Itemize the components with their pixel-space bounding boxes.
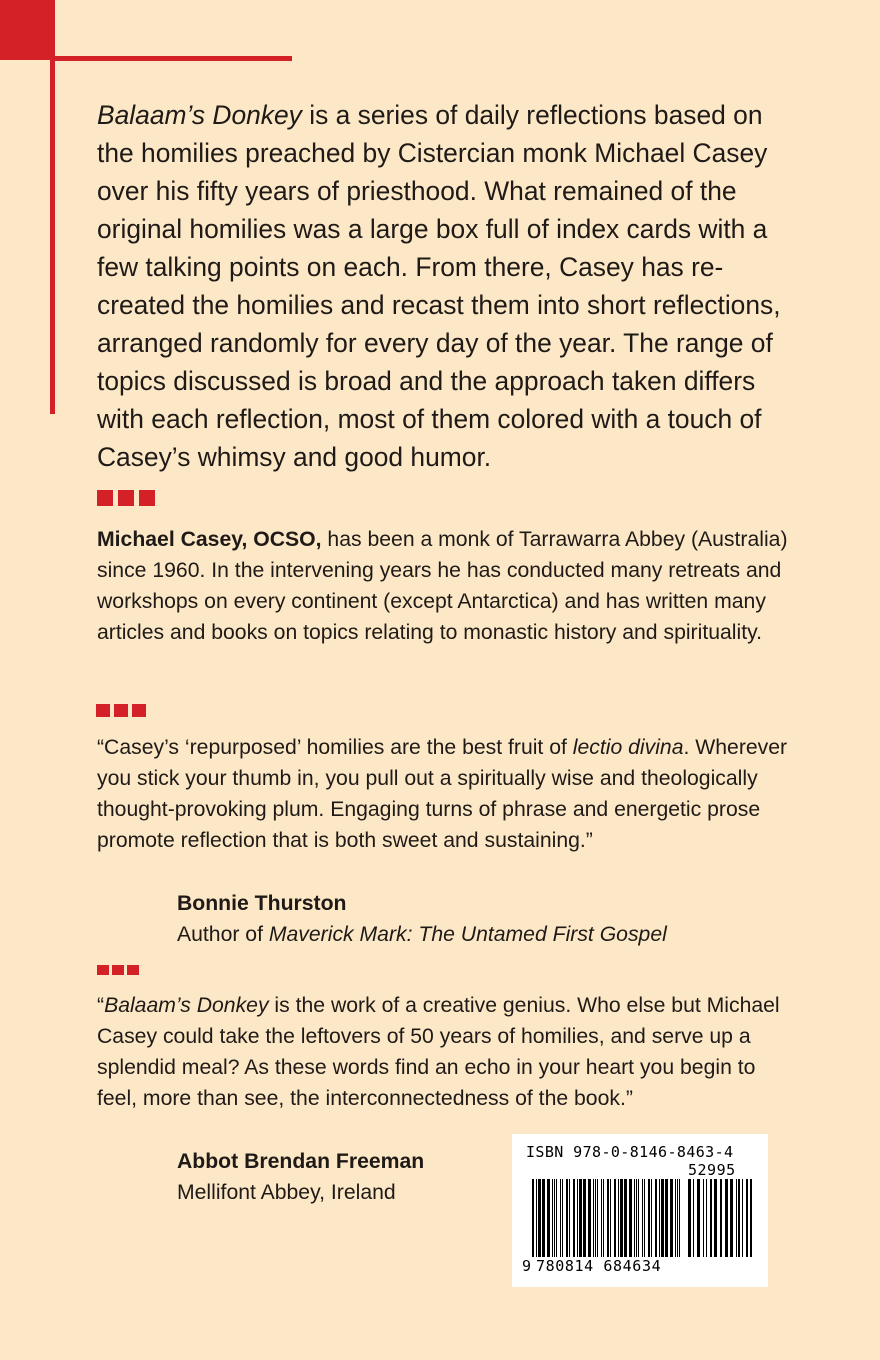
barcode-bar: [697, 1179, 700, 1257]
author-name: Michael Casey, OCSO,: [97, 528, 322, 551]
book-blurb: [97, 96, 797, 476]
blurb-title: Balaam’s Donkey: [97, 100, 302, 130]
barcode-bar: [579, 1179, 582, 1257]
divider-square: [96, 704, 110, 717]
barcode-bar: [538, 1179, 541, 1257]
barcode-bar: [730, 1179, 733, 1257]
barcode-bar: [620, 1179, 623, 1257]
barcode-bar: [618, 1179, 619, 1257]
endorsement-quote: [97, 732, 817, 856]
barcode-bar: [644, 1179, 645, 1257]
corner-red-square: [0, 0, 55, 60]
barcode-bars: [532, 1179, 682, 1259]
isbn-label: ISBN 978-0-8146-8463-4: [526, 1143, 734, 1161]
barcode-bar: [614, 1179, 616, 1257]
section-divider: [97, 490, 155, 506]
barcode-bar: [552, 1179, 553, 1257]
barcode-bar: [659, 1179, 660, 1257]
barcode-bar: [642, 1179, 643, 1257]
endorsement-quote: [97, 990, 787, 1114]
divider-square: [97, 490, 113, 506]
endorser-book-title: Maverick Mark: The Untamed First Gospel: [268, 923, 667, 946]
barcode-bar: [665, 1179, 668, 1257]
barcode-bar: [610, 1179, 611, 1257]
barcode-bar: [554, 1179, 555, 1257]
red-vertical-rule: [50, 60, 55, 414]
barcode-bar: [603, 1179, 604, 1257]
barcode-bar: [648, 1179, 650, 1257]
quote-text: is the work of a creative genius. Who else but Michael Casey could take the leftovers of 50 years of homilies, and serve up a splendid meal? As these words find an echo in your heart you begin to feel, more than see, the interconnectedness of the book.”: [97, 994, 780, 1110]
section-divider: [97, 965, 139, 975]
barcode-bar: [746, 1179, 748, 1257]
author-bio: [97, 524, 817, 648]
quote-open: “: [97, 994, 105, 1017]
barcode-bar: [569, 1179, 570, 1257]
barcode-bar: [593, 1179, 594, 1257]
barcode-bar: [577, 1179, 578, 1257]
isbn-barcode: [512, 1134, 768, 1287]
quote-italic: Balaam’s Donkey: [104, 994, 269, 1017]
blurb-text: is a series of daily reflections based on the homilies preached by Cistercian monk Michael Casey over his fifty years of priesthood. What remained of the original homilies was a large box full of index cards with a few talking points on each. From there, Casey has re-created the homilies and recast them into short reflections, arranged randomly for every day of the year. The range of topics discussed is broad and the approach taken differs with each reflection, most of them colored with a touch of Casey’s whimsy and good humor.: [97, 100, 781, 472]
barcode-bar: [588, 1179, 591, 1257]
divider-square: [118, 490, 134, 506]
barcode-bar: [736, 1179, 737, 1257]
divider-square: [114, 704, 128, 717]
barcode-bar: [738, 1179, 740, 1257]
barcode-bar: [661, 1179, 664, 1257]
barcode-bar: [703, 1179, 704, 1257]
barcode-bar: [706, 1179, 707, 1257]
barcode-bar: [714, 1179, 717, 1257]
barcode-bar: [624, 1179, 627, 1257]
barcode-bar: [636, 1179, 637, 1257]
barcode-bar: [532, 1179, 534, 1257]
barcode-bar: [595, 1179, 596, 1257]
barcode-bar: [742, 1179, 743, 1257]
addon-barcode-bars: [688, 1179, 754, 1259]
barcode-bar: [562, 1179, 563, 1257]
barcode-bar: [573, 1179, 575, 1257]
barcode-bar: [634, 1179, 635, 1257]
endorsement-attribution: [177, 888, 667, 950]
barcode-bar: [601, 1179, 602, 1257]
barcode-bar: [677, 1179, 678, 1257]
divider-square: [97, 965, 109, 975]
endorser-name: Abbot Brendan Freeman: [177, 1150, 425, 1173]
endorsement-attribution: [177, 1146, 424, 1208]
barcode-bar: [679, 1179, 680, 1257]
red-horizontal-rule: [55, 56, 292, 61]
barcode-bar: [670, 1179, 673, 1257]
barcode-first-digit: 9: [522, 1257, 532, 1275]
author-bio-text: has been a monk of Tarrawarra Abbey (Australia) since 1960. In the intervening years he has conducted many retreats and workshops on every continent (except Antarctica) and has written many articles and books on topics relating to monastic history and spirituality.: [97, 528, 788, 644]
barcode-bar: [710, 1179, 712, 1257]
barcode-bar: [556, 1179, 557, 1257]
barcode-bar: [638, 1179, 639, 1257]
barcode-bar: [583, 1179, 586, 1257]
barcode-bar: [725, 1179, 728, 1257]
divider-square: [132, 704, 146, 717]
divider-square: [139, 490, 155, 506]
barcode-bar: [720, 1179, 722, 1257]
price-code: 52995: [688, 1161, 736, 1179]
divider-square: [112, 965, 124, 975]
quote-text: “Casey’s ‘repurposed’ homilies are the best fruit of: [97, 736, 573, 759]
endorser-role: Mellifont Abbey, Ireland: [177, 1181, 396, 1204]
endorser-role: Author of: [177, 923, 269, 946]
endorser-name: Bonnie Thurston: [177, 892, 347, 915]
barcode-bar: [651, 1179, 652, 1257]
section-divider: [96, 704, 146, 717]
barcode-bar: [629, 1179, 632, 1257]
barcode-bar: [542, 1179, 545, 1257]
barcode-bar: [693, 1179, 694, 1257]
barcode-bar: [688, 1179, 691, 1257]
barcode-bar: [547, 1179, 550, 1257]
barcode-bar: [566, 1179, 568, 1257]
barcode-bar: [536, 1179, 537, 1257]
barcode-bar: [597, 1179, 598, 1257]
barcode-bar: [675, 1179, 676, 1257]
barcode-bar: [560, 1179, 561, 1257]
barcode-bar: [607, 1179, 609, 1257]
barcode-bar: [750, 1179, 752, 1257]
barcode-bar: [655, 1179, 657, 1257]
barcode-digits: 780814 684634: [536, 1257, 662, 1275]
divider-square: [127, 965, 139, 975]
quote-text: . Wherever you stick your thumb in, you pull out a spiritually wise and theologically thought-provoking plum. Engaging turns of phrase and energetic prose promote reflection that is both sweet and sustaining.”: [97, 736, 788, 852]
quote-italic: lectio divina: [572, 736, 684, 759]
